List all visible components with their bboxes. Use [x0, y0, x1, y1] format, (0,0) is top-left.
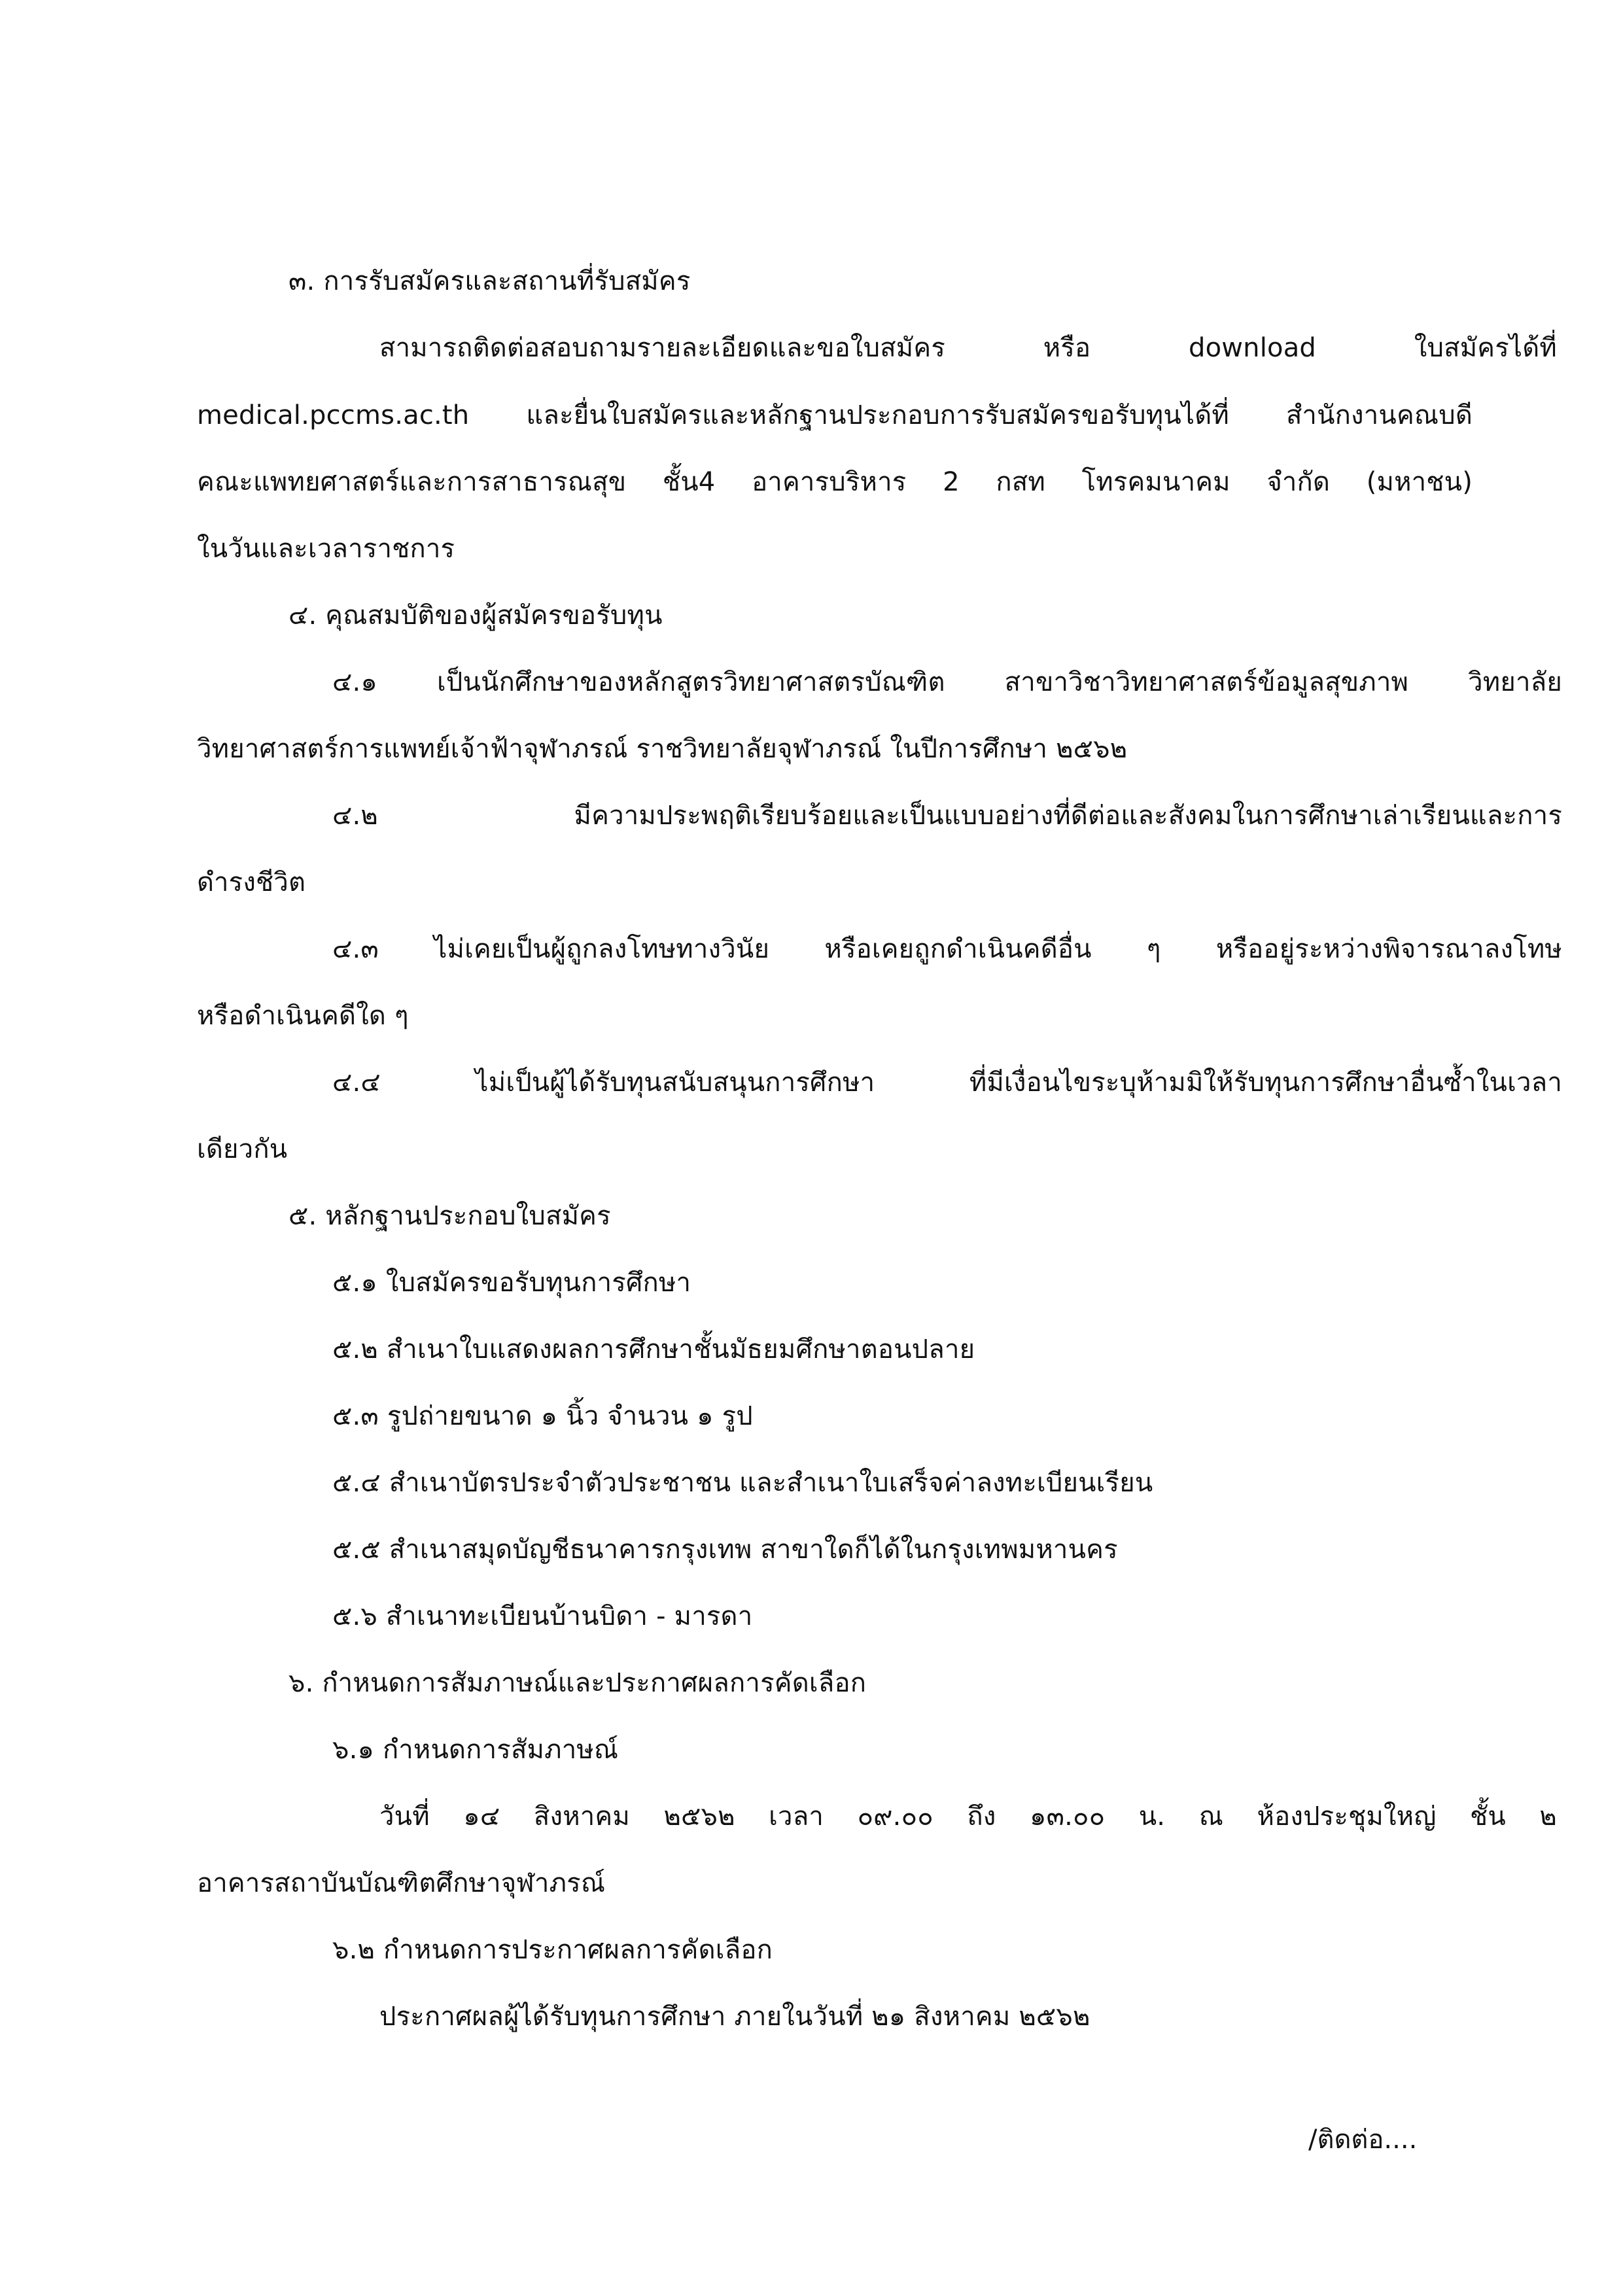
item-4-2-line-1: ๔.๒ มีความประพฤติเรียบร้อยและเป็นแบบอย่างที่ดีต่อและสังคมในการศึกษาเล่าเรียนและการ — [332, 801, 1562, 831]
item-6-2-line-1: ประกาศผลผู้ได้รับทุนการศึกษา ภายในวันที่ ๒๑ สิงหาคม ๒๕๖๒ — [379, 2002, 1091, 2032]
item-6-2-heading: ๖.๒ กำหนดการประกาศผลการคัดเลือก — [332, 1935, 773, 1965]
item-6-1-line-2: อาคารสถาบันบัณฑิตศึกษาจุฬาภรณ์ — [197, 1868, 606, 1898]
item-4-1-line-1: ๔.๑ เป็นนักศึกษาของหลักสูตรวิทยาศาสตรบัณฑิต สาขาวิชาวิทยาศาสตร์ข้อมูลสุขภาพ วิทยาลัย — [332, 667, 1562, 697]
item-5-4: ๕.๔ สำเนาบัตรประจำตัวประชาชน และสำเนาใบเสร็จค่าลงทะเบียนเรียน — [332, 1468, 1153, 1498]
item-5-3: ๕.๓ รูปถ่ายขนาด ๑ นิ้ว จำนวน ๑ รูป — [332, 1401, 753, 1431]
item-4-4-line-1: ๔.๔ ไม่เป็นผู้ได้รับทุนสนับสนุนการศึกษา ที่มีเงื่อนไขระบุห้ามมิให้รับทุนการศึกษาอื่นซ้ำในเวลา — [332, 1068, 1562, 1098]
section-4-heading: ๔. คุณสมบัติของผู้สมัครขอรับทุน — [288, 600, 663, 631]
section-3-paragraph-line-3: คณะแพทยศาสตร์และการสาธารณสุข ชั้น4 อาคารบริหาร 2 กสท โทรคมนาคม จำกัด (มหาชน) — [197, 467, 1473, 497]
section-5-heading: ๕. หลักฐานประกอบใบสมัคร — [288, 1201, 611, 1231]
item-4-3-line-2: หรือดำเนินคดีใด ๆ — [197, 1001, 409, 1031]
item-5-5: ๕.๕ สำเนาสมุดบัญชีธนาคารกรุงเทพ สาขาใดก็ได้ในกรุงเทพมหานคร — [332, 1535, 1118, 1565]
section-6-heading: ๖. กำหนดการสัมภาษณ์และประกาศผลการคัดเลือก — [288, 1668, 867, 1698]
section-3-paragraph-line-2: medical.pccms.ac.th และยื่นใบสมัครและหลักฐานประกอบการรับสมัครขอรับทุนได้ที่ สำนักงานคณบดี — [197, 400, 1473, 430]
item-5-2: ๕.๒ สำเนาใบแสดงผลการศึกษาชั้นมัธยมศึกษาตอนปลาย — [332, 1334, 975, 1365]
item-6-1-heading: ๖.๑ กำหนดการสัมภาษณ์ — [332, 1735, 619, 1765]
item-4-1-line-2: วิทยาศาสตร์การแพทย์เจ้าฟ้าจุฬาภรณ์ ราชวิทยาลัยจุฬาภรณ์ ในปีการศึกษา ๒๕๖๒ — [197, 734, 1128, 764]
item-5-1: ๕.๑ ใบสมัครขอรับทุนการศึกษา — [332, 1268, 691, 1298]
item-4-2-line-2: ดำรงชีวิต — [197, 867, 306, 897]
item-4-3-line-1: ๔.๓ ไม่เคยเป็นผู้ถูกลงโทษทางวินัย หรือเคยถูกดำเนินคดีอื่น ๆ หรืออยู่ระหว่างพิจารณาลงโทษ — [332, 934, 1562, 964]
item-5-6: ๕.๖ สำเนาทะเบียนบ้านบิดา - มารดา — [332, 1601, 753, 1631]
section-3-paragraph-line-1: สามารถติดต่อสอบถามรายละเอียดและขอใบสมัคร หรือ download ใบสมัครได้ที่ — [379, 333, 1557, 363]
section-3-paragraph-line-4: ในวันและเวลาราชการ — [197, 534, 455, 564]
item-6-1-line-1: วันที่ ๑๔ สิงหาคม ๒๕๖๒ เวลา ๐๙.๐๐ ถึง ๑๓.๐๐ น. ณ ห้องประชุมใหญ่ ชั้น ๒ — [379, 1801, 1557, 1832]
continuation-note: /ติดต่อ.... — [1308, 2125, 1418, 2155]
section-3-heading: ๓. การรับสมัครและสถานที่รับสมัคร — [288, 266, 691, 296]
item-4-4-line-2: เดียวกัน — [197, 1134, 288, 1164]
